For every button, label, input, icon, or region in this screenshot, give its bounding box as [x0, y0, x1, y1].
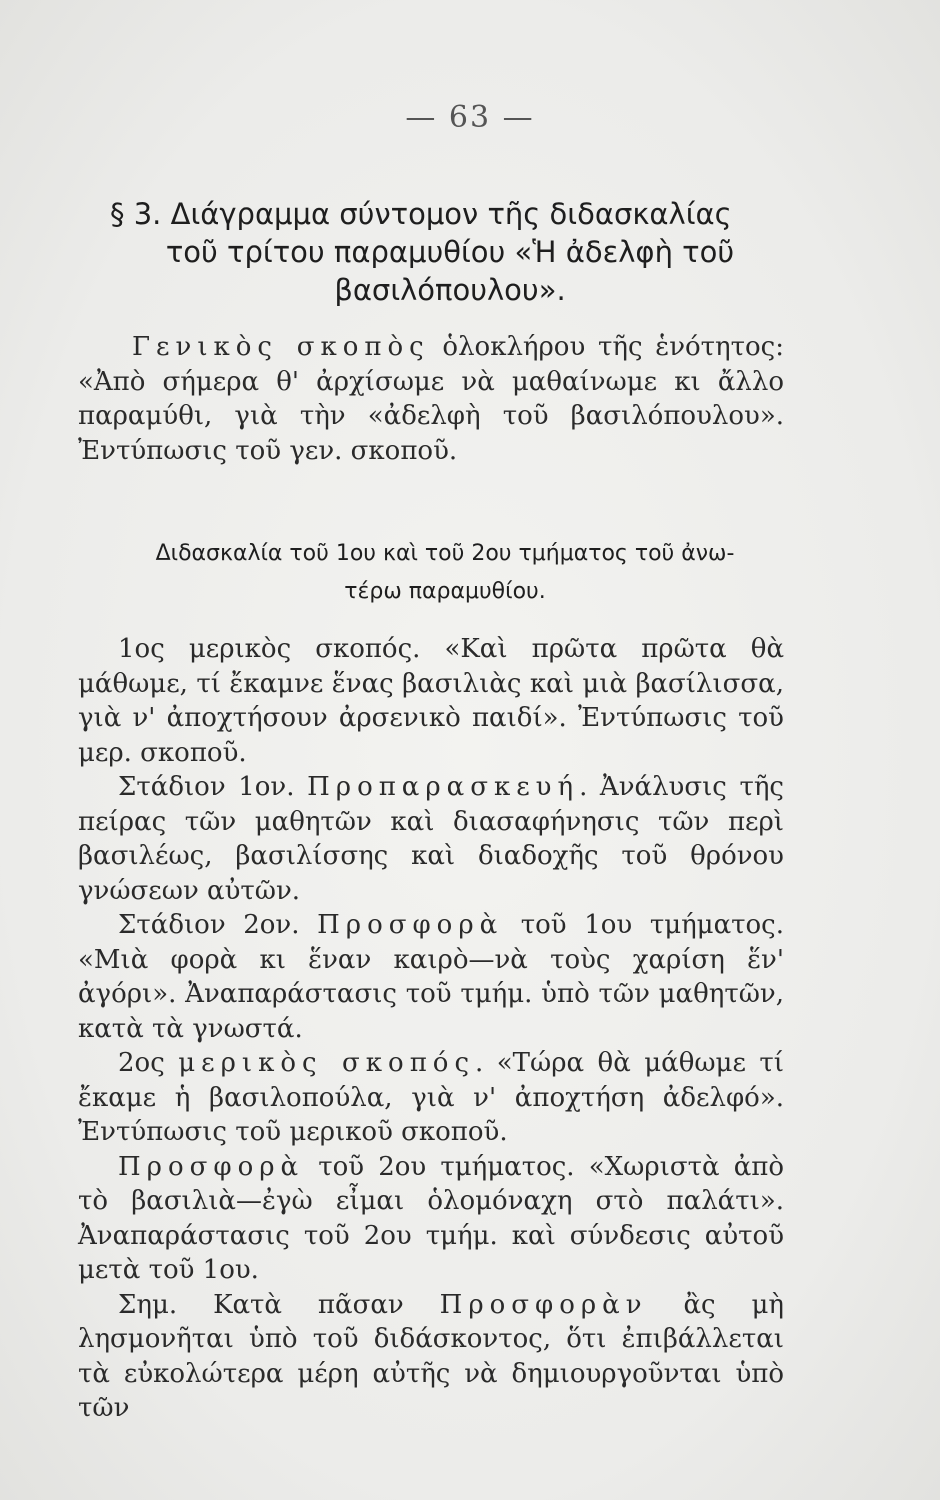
general-aim-label: Γενικὸς σκοπὸς	[132, 332, 430, 362]
note-prefix: Σημ. Κατὰ πᾶσαν	[118, 1289, 440, 1320]
paragraph-note	[78, 1288, 784, 1426]
stage-2-prefix: Στάδιον 2ον.	[118, 910, 318, 940]
stage-1-spaced-term: Προπαρασκευή	[307, 772, 580, 802]
page-number: — 63 —	[405, 100, 535, 135]
paragraph-stage-2	[78, 908, 784, 1046]
second-aim-prefix: 2ος	[118, 1048, 179, 1078]
general-aim-text: ὁλοκλήρου τῆς ἑνότητος: «Ἀπὸ σήμερα θ' ἀρχίσωμε νὰ μαθαίνωμε κι ἄλλο παραμύθι, γιὰ τὴν «ἀδελφὴ τοῦ βασιλόπουλου». Ἐντύπωσις τοῦ γεν. σκοποῦ.	[78, 332, 784, 466]
note-text: ἂς μὴ λησμονῆται ὑπὸ τοῦ διδάσκοντος, ὅτι ἐπιβάλλεται τὰ εὐκολώτερα μέρη αὐτῆς νὰ δημιουργοῦνται ὑπὸ τῶν	[78, 1289, 784, 1423]
section-heading-line-2: τοῦ τρίτου παραμυθίου «Ἡ ἀδελφὴ τοῦ	[165, 235, 735, 269]
first-aim-text: 1ος μερικὸς σκοπός. «Καὶ πρῶτα πρῶτα θὰ μάθωμε, τί ἔκαμνε ἕνας βασιλιὰς καὶ μιὰ βασίλισσα, γιὰ ν' ἀποχτήσουν ἀρσενικὸ παιδί». Ἐντύπωσις τοῦ μερ. σκοποῦ.	[78, 634, 784, 768]
second-aim-text: . «Τώρα θὰ μάθωμε τί ἔκαμε ἡ βασιλοπούλα, γιὰ ν' ἀποχτήση ἀδελφό». Ἐντύπωσις τοῦ μερικοῦ σκοποῦ.	[78, 1048, 784, 1147]
paragraph-offering-2	[78, 1150, 784, 1288]
lesson-subheading	[95, 535, 795, 611]
lesson-subheading-line-1: Διδασκαλία τοῦ 1ου καὶ τοῦ 2ου τμήματος τοῦ ἀνω-	[155, 541, 735, 566]
paragraph-stage-1	[78, 770, 784, 908]
lesson-subheading-line-2: τέρω παραμυθίου.	[344, 579, 546, 604]
paragraph-first-aim	[78, 632, 784, 770]
lesson-body	[78, 632, 784, 1426]
second-aim-spaced-term: μερικὸς σκοπός	[178, 1048, 476, 1078]
section-heading	[110, 195, 790, 309]
stage-2-spaced-term: Προσφορὰ	[317, 910, 504, 940]
section-heading-line-3: βασιλόπουλου».	[334, 273, 566, 307]
general-aim-paragraph	[78, 330, 784, 468]
note-spaced-term: Προσφορὰν	[439, 1289, 648, 1320]
stage-1-prefix: Στάδιον 1ον.	[118, 772, 308, 802]
stage-2-text: τοῦ 1ου τμήματος. «Μιὰ φορὰ κι ἕναν καιρὸ—νὰ τοὺς χαρίση ἕν' ἀγόρι». Ἀναπαράστασις τοῦ τμήμ. ὑπὸ τῶν μαθητῶν, κατὰ τὰ γνωστά.	[78, 910, 784, 1044]
stage-1-text: . Ἀνάλυσις τῆς πείρας τῶν μαθητῶν καὶ διασαφήνησις τῶν περὶ βασιλέως, βασιλίσσης καὶ διαδοχῆς τοῦ θρόνου γνώσεων αὐτῶν.	[78, 772, 784, 906]
section-heading-line-1: § 3. Διάγραμμα σύντομον τῆς διδασκαλίας	[110, 197, 732, 231]
offering-2-text: τοῦ 2ου τμήματος. «Χωριστὰ ἀπὸ τὸ βασιλιὰ—ἐγὼ εἶμαι ὁλομόναχη στὸ παλάτι». Ἀναπαράστασις τοῦ 2ου τμήμ. καὶ σύνδεσις αὐτοῦ μετὰ τοῦ 1ου.	[78, 1151, 784, 1285]
offering-2-spaced-term: Προσφορὰ	[118, 1151, 305, 1182]
paragraph-second-aim	[78, 1046, 784, 1150]
